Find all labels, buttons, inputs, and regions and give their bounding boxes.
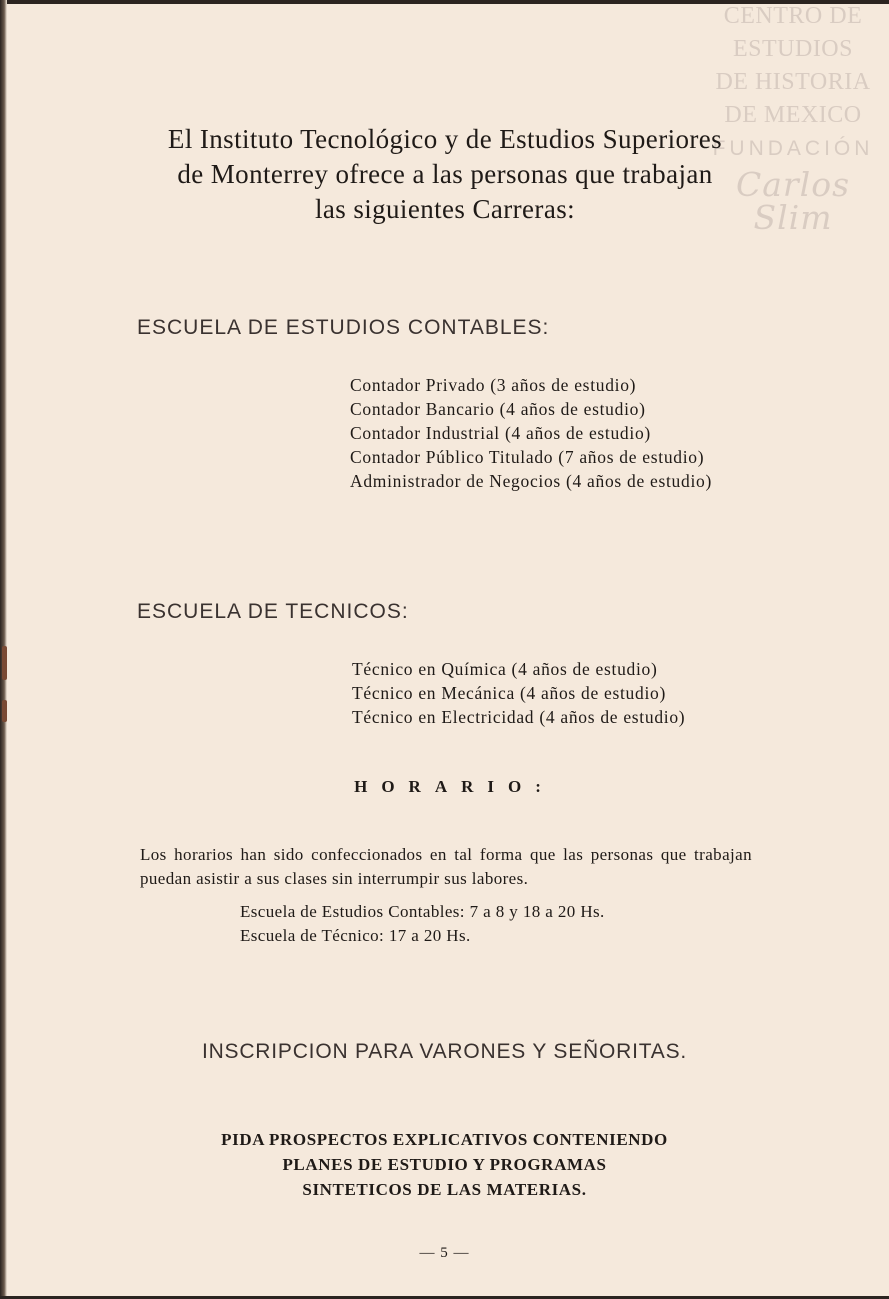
intro-line: de Monterrey ofrece a las personas que trabajan xyxy=(177,159,713,189)
career-list-tecnicos xyxy=(352,657,685,729)
schedule-item: Escuela de Técnico: 17 a 20 Hs. xyxy=(240,926,471,945)
intro-line: las siguientes Carreras: xyxy=(314,194,576,224)
notice-line: PLANES DE ESTUDIO Y PROGRAMAS xyxy=(282,1155,607,1174)
career-item: Contador Industrial (4 años de estudio) xyxy=(350,423,651,443)
schedule-list xyxy=(240,900,605,948)
school-heading-contables: ESCUELA DE ESTUDIOS CONTABLES: xyxy=(137,316,550,339)
watermark-line: DE MEXICO xyxy=(724,102,862,128)
horario-description: Los horarios han sido confeccionados en tal forma que las personas que trabajan puedan asistir a sus clases sin interrumpir sus labores. xyxy=(140,845,752,888)
watermark-line: DE HISTORIA xyxy=(715,69,871,95)
career-item: Técnico en Química (4 años de estudio) xyxy=(352,659,658,679)
intro-line: El Instituto Tecnológico y de Estudios Superiores xyxy=(167,124,723,154)
notice-line: SINTETICOS DE LAS MATERIAS. xyxy=(302,1180,587,1199)
staple xyxy=(2,646,7,680)
watermark-line: ESTUDIOS xyxy=(732,36,853,62)
career-list-contables xyxy=(350,373,712,493)
enrollment-notice: INSCRIPCION PARA VARONES Y SEÑORITAS. xyxy=(201,1040,688,1063)
career-item: Administrador de Negocios (4 años de estudio) xyxy=(350,471,712,491)
career-item: Contador Bancario (4 años de estudio) xyxy=(350,399,646,419)
career-item: Contador Privado (3 años de estudio) xyxy=(350,375,637,395)
horario-title: HORARIO: xyxy=(354,777,555,796)
career-item: Técnico en Electricidad (4 años de estudio) xyxy=(352,707,686,727)
notice-line: PIDA PROSPECTOS EXPLICATIVOS CONTENIENDO xyxy=(221,1130,668,1149)
school-heading-tecnicos: ESCUELA DE TECNICOS: xyxy=(137,600,409,623)
career-item: Contador Público Titulado (7 años de estudio) xyxy=(350,447,705,467)
schedule-item: Escuela de Estudios Contables: 7 a 8 y 18 a 20 Hs. xyxy=(240,902,605,921)
intro-paragraph xyxy=(100,122,790,227)
staple xyxy=(2,700,7,722)
page-number: — 5 — xyxy=(419,1245,470,1261)
watermark-signature: Carlos Slim xyxy=(735,165,851,237)
career-item: Técnico en Mecánica (4 años de estudio) xyxy=(352,683,666,703)
watermark-foundation: FUNDACIÓN xyxy=(712,137,874,160)
watermark-line: CENTRO DE xyxy=(723,3,863,29)
request-prospectus-notice xyxy=(0,1127,889,1202)
